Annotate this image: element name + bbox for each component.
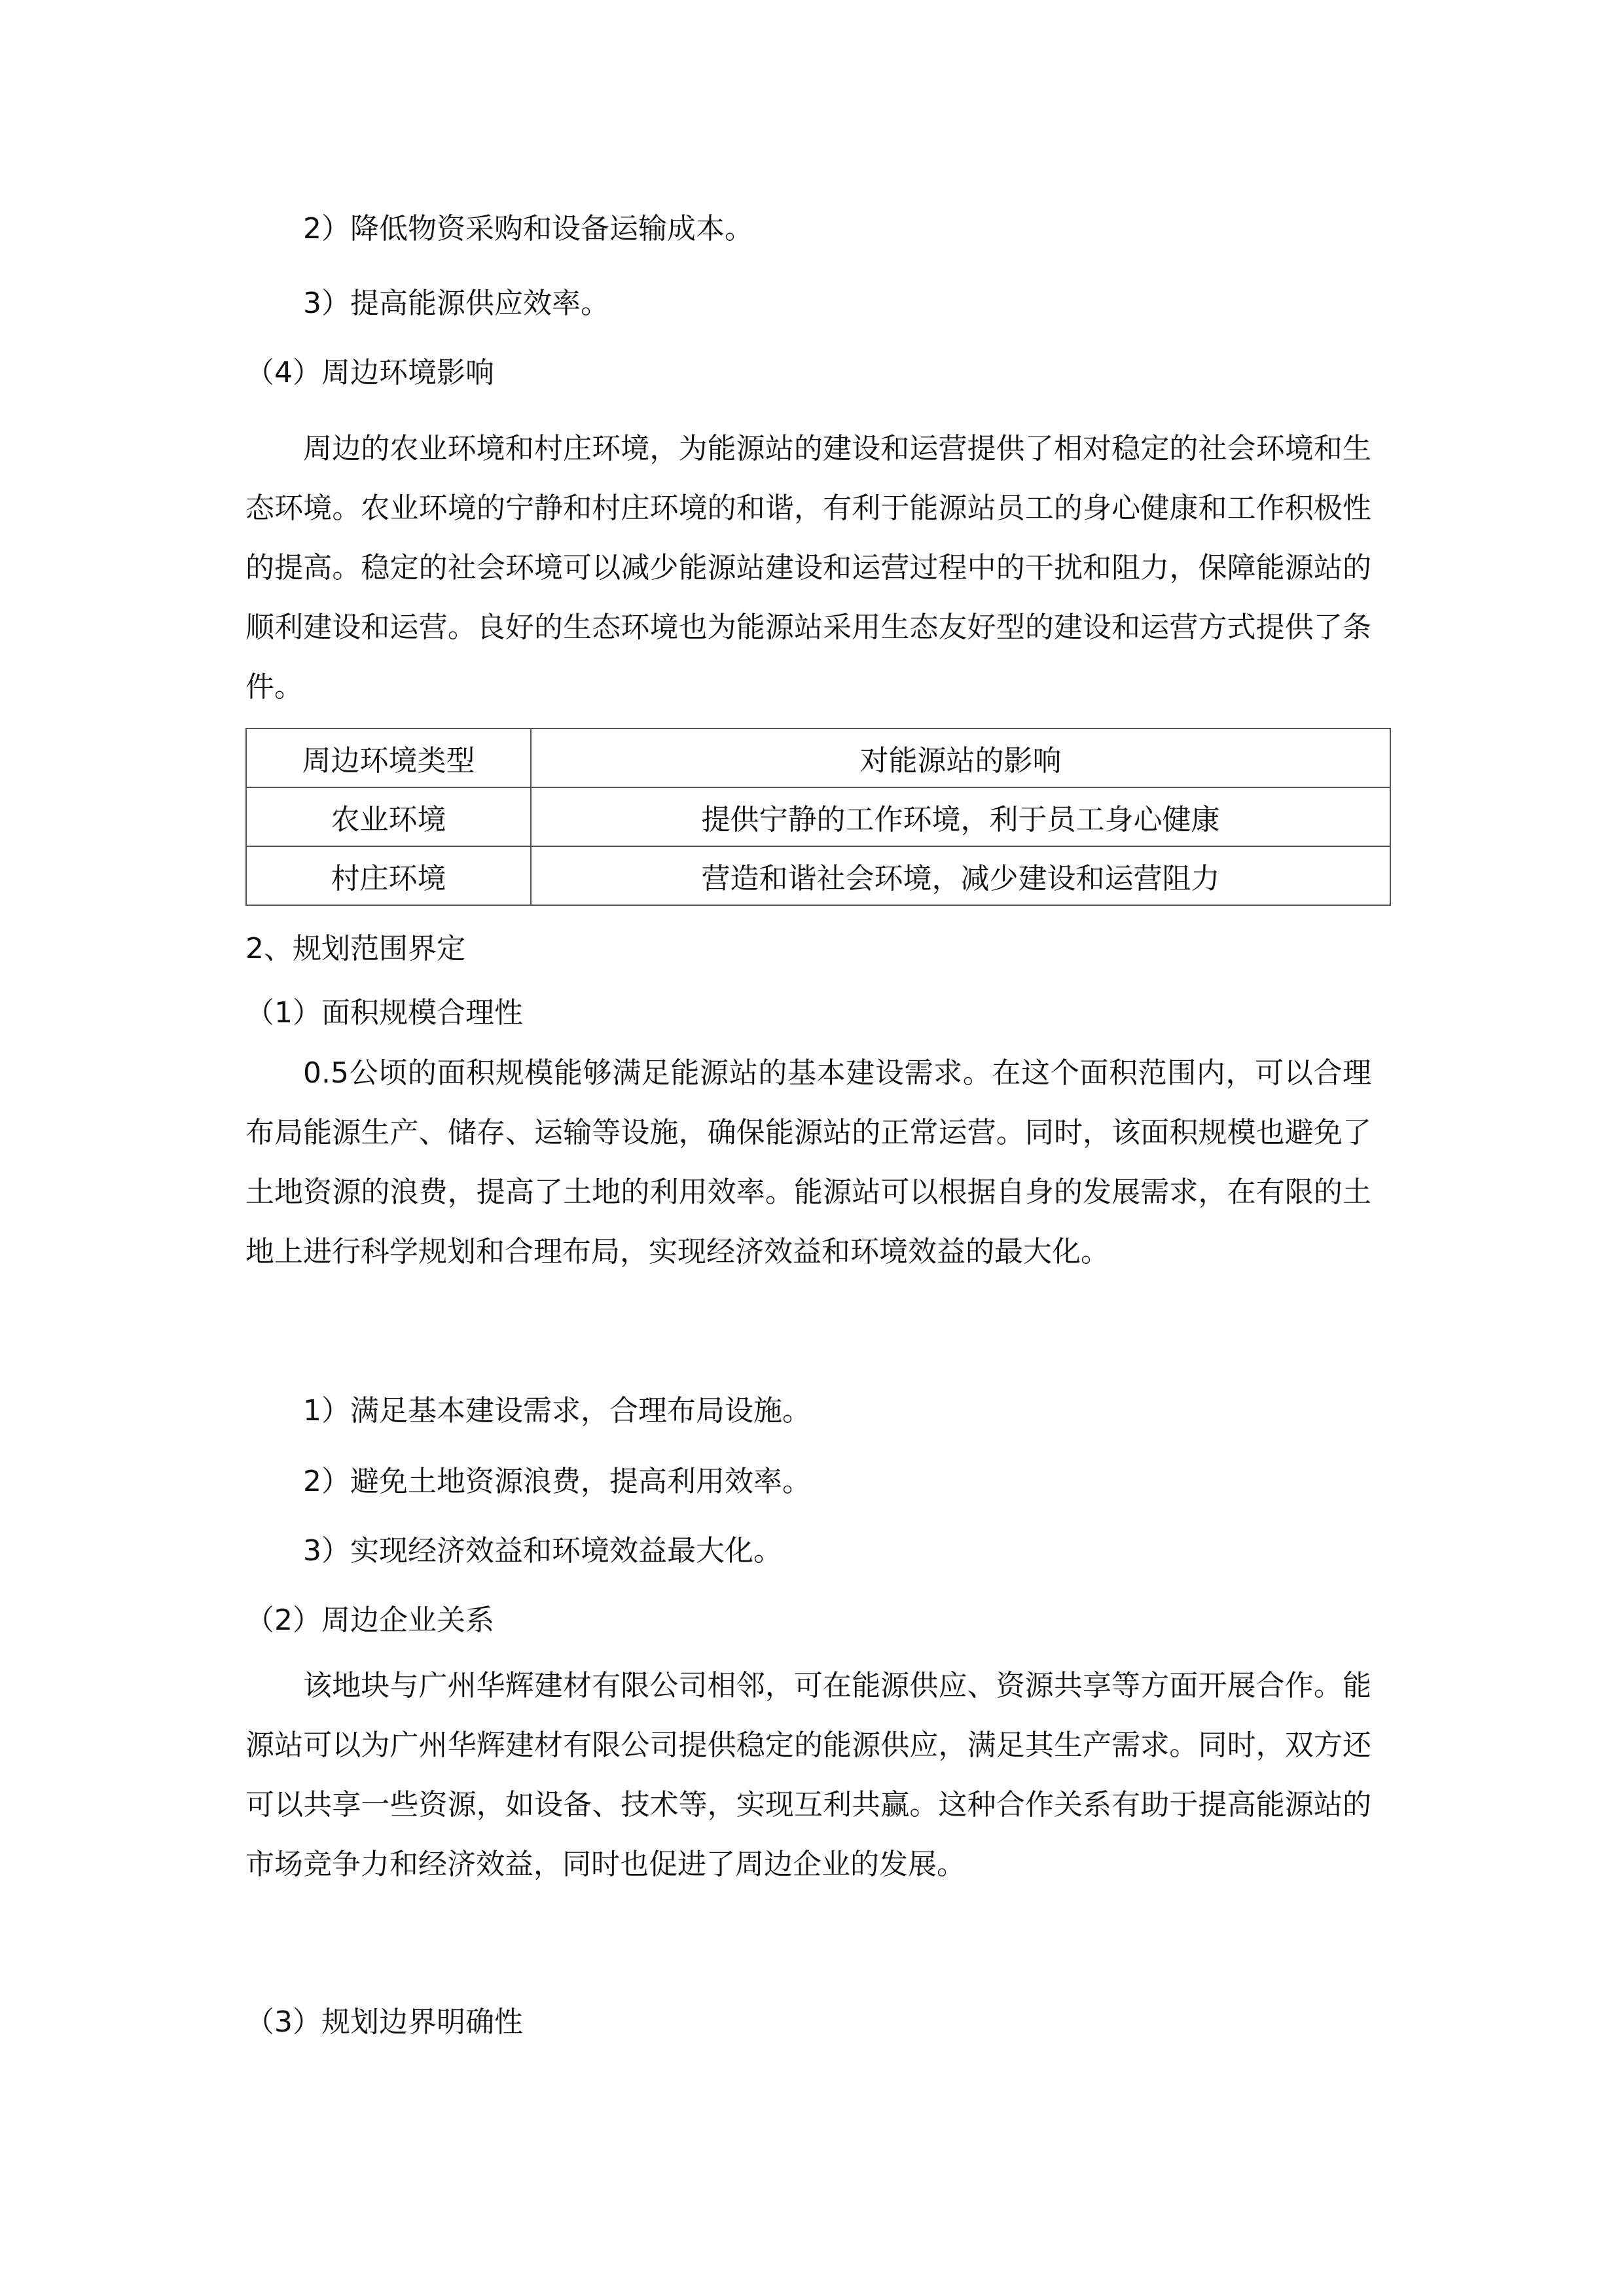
table-cell: 农业环境 [246,787,531,846]
section-heading: （4）周边环境影响 [245,356,494,389]
list-item: 2）降低物资采购和设备运输成本。 [303,212,753,245]
paragraph: 周边的农业环境和村庄环境，为能源站的建设和运营提供了相对稳定的社会环境和生态环境。农业环境的宁静和村庄环境的和谐，有利于能源站员工的身心健康和工作积极性的提高。稳定的社会环境可以减少能源站建设和运营过程中的干扰和阻力，保障能源站的顺利建设和运营。良好的生态环境也为能源站采用生态友好型的建设和运营方式提供了条件。 [245,432,1371,704]
table-row [246,846,1390,905]
section-heading: （1）面积规模合理性 [245,996,523,1030]
table-cell: 营造和谐社会环境，减少建设和运营阻力 [531,846,1390,905]
table-header-cell: 对能源站的影响 [531,728,1390,787]
table-cell: 村庄环境 [246,846,531,905]
table-cell: 提供宁静的工作环境，利于员工身心健康 [531,787,1390,846]
section-heading: （2）周边企业关系 [245,1604,494,1637]
paragraph: 0.5公顷的面积规模能够满足能源站的基本建设需求。在这个面积范围内，可以合理布局能源生产、储存、运输等设施，确保能源站的正常运营。同时，该面积规模也避免了土地资源的浪费，提高了土地的利用效率。能源站可以根据自身的发展需求，在有限的土地上进行科学规划和合理布局，实现经济效益和环境效益的最大化。 [245,1056,1371,1268]
environment-impact-table [245,728,1391,906]
table-header-cell: 周边环境类型 [246,728,531,787]
list-item: 2）避免土地资源浪费，提高利用效率。 [303,1465,811,1498]
list-item: 3）实现经济效益和环境效益最大化。 [303,1534,782,1568]
list-item: 3）提高能源供应效率。 [303,287,609,320]
table-header-row [246,728,1390,787]
list-item: 1）满足基本建设需求，合理布局设施。 [303,1394,811,1427]
paragraph: 该地块与广州华辉建材有限公司相邻，可在能源供应、资源共享等方面开展合作。能源站可以为广州华辉建材有限公司提供稳定的能源供应，满足其生产需求。同时，双方还可以共享一些资源，如设备、技术等，实现互利共赢。这种合作关系有助于提高能源站的市场竞争力和经济效益，同时也促进了周边企业的发展。 [245,1669,1371,1881]
section-heading: （3）规划边界明确性 [245,2005,523,2039]
section-heading: 2、规划范围界定 [245,932,465,965]
table-row [246,787,1390,846]
